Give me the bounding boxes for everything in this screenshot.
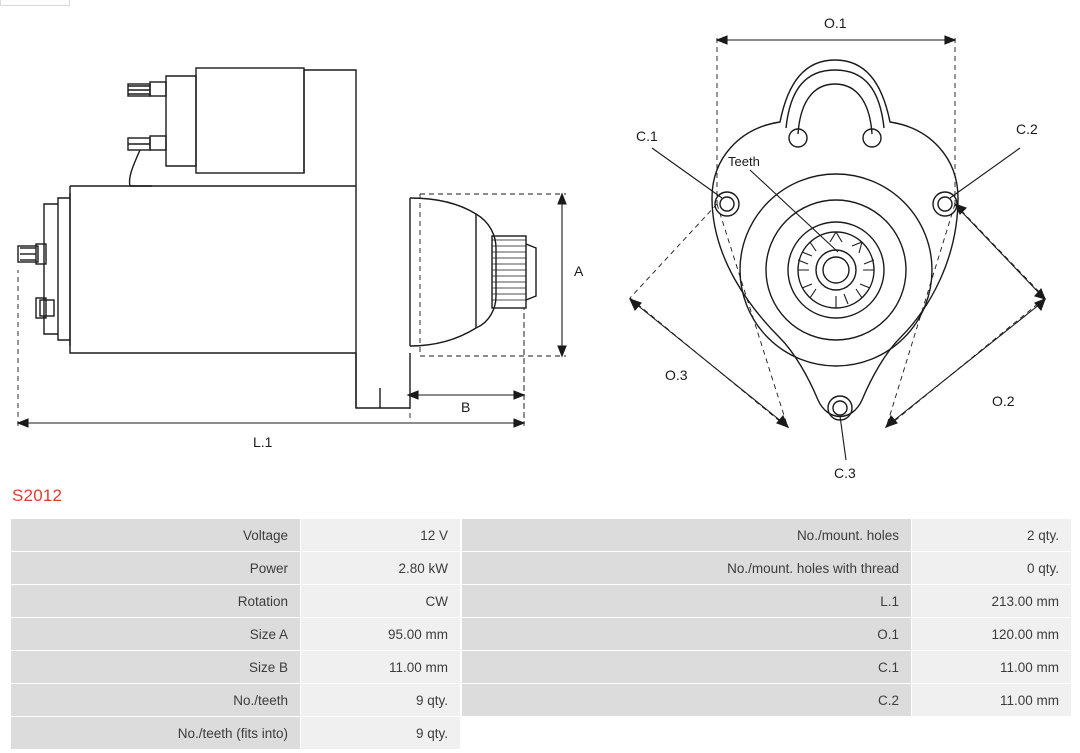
table-row [11,651,461,684]
dimension-label-c2: C.2 [1016,121,1038,137]
spec-value: CW [301,585,461,618]
dimension-label-teeth: Teeth [728,154,760,169]
spec-label: No./teeth (fits into) [11,717,301,750]
spec-table-left [10,518,461,750]
spec-label: No./mount. holes with thread [462,552,912,585]
spec-label: O.1 [462,618,912,651]
dimension-label-l1: L.1 [253,434,273,450]
table-row [462,618,1072,651]
spec-label: No./mount. holes [462,519,912,552]
spec-empty-cell [912,717,1072,750]
top-tab-stub [0,0,70,6]
spec-value: 12 V [301,519,461,552]
spec-value: 95.00 mm [301,618,461,651]
specifications-tables [10,518,1070,750]
spec-label: Power [11,552,301,585]
dimension-label-c3: C.3 [834,465,856,478]
spec-empty-cell [462,717,912,750]
technical-drawings [0,8,1080,478]
spec-label: Voltage [11,519,301,552]
spec-value: 0 qty. [912,552,1072,585]
dimension-label-o3: O.3 [665,367,688,383]
dimension-label-c1: C.1 [636,128,658,144]
spec-value: 9 qty. [301,684,461,717]
starter-front-view-drawing [600,8,1080,478]
spec-value: 2.80 kW [301,552,461,585]
spec-label: Size B [11,651,301,684]
table-row [462,552,1072,585]
spec-value: 120.00 mm [912,618,1072,651]
dimension-label-a: A [574,263,584,279]
dimension-label-o1: O.1 [824,15,847,31]
spec-label: C.1 [462,651,912,684]
table-row [462,651,1072,684]
part-number: S2012 [12,486,63,505]
spec-value: 11.00 mm [301,651,461,684]
spec-label: Rotation [11,585,301,618]
spec-value: 213.00 mm [912,585,1072,618]
table-row [11,717,461,750]
spec-table-right [461,518,1072,750]
dimension-label-b: B [461,399,471,415]
spec-label: Size A [11,618,301,651]
spec-value: 2 qty. [912,519,1072,552]
table-row [462,684,1072,717]
spec-value: 11.00 mm [912,651,1072,684]
table-row [462,585,1072,618]
table-row [11,519,461,552]
dimension-label-o2: O.2 [992,393,1015,409]
table-row [462,717,1072,750]
table-row [11,618,461,651]
spec-value: 11.00 mm [912,684,1072,717]
spec-label: No./teeth [11,684,301,717]
spec-label: L.1 [462,585,912,618]
table-row [11,585,461,618]
spec-label: C.2 [462,684,912,717]
table-row [462,519,1072,552]
starter-side-view-drawing [0,8,600,478]
table-row [11,684,461,717]
table-row [11,552,461,585]
spec-value: 9 qty. [301,717,461,750]
